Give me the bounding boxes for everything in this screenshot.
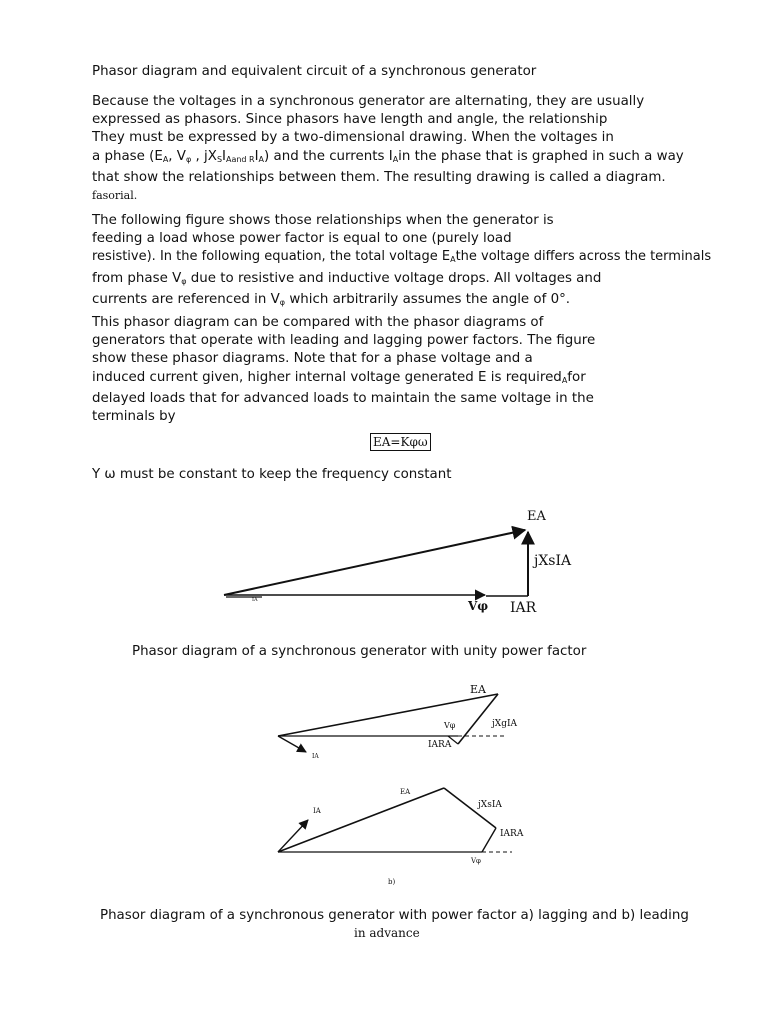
figure2-caption-continuation: in advance xyxy=(354,926,420,940)
document-title: Phasor diagram and equivalent circuit of a synchronous generator xyxy=(92,64,537,79)
paragraph-line: generators that operate with leading and lagging power factors. The figure xyxy=(92,333,596,349)
paragraph-line-with-symbols: induced current given, higher internal voltage generated E is required$_A$for xyxy=(92,369,586,385)
paragraph-line: that show the relationships between them. The resulting drawing is called a diagram. xyxy=(92,169,666,185)
paragraph-line-with-symbols: resistive). In the following equation, the total voltage $E_Athe$ voltage differs across the terminals xyxy=(92,249,712,265)
paragraph-line: terminals by xyxy=(92,409,176,425)
fig2b-label-ea: EA xyxy=(400,788,411,796)
fig2a-label-vphi: Vφ xyxy=(444,721,456,730)
paragraph-line: expressed as phasors. Since phasors have length and angle, the relationship xyxy=(92,112,608,128)
ea-phasor xyxy=(278,788,444,852)
fig2b-label-iara: IARA xyxy=(500,829,524,839)
fig1-label-ea: EA xyxy=(527,509,546,524)
ia-phasor xyxy=(278,820,308,852)
paragraph-line: feeding a load whose power factor is equal to one (purely load xyxy=(92,231,512,247)
paragraph-line: delayed loads that for advanced loads to maintain the same voltage in the xyxy=(92,390,594,406)
fig2b-label-b: b) xyxy=(388,878,396,886)
formula-box: EA=Kφω xyxy=(370,433,431,451)
fig2b-label-vphi: Vφ xyxy=(471,857,481,865)
fig1-label-ia: IA xyxy=(252,597,258,603)
fig2b-label-jxsia: jXsIA xyxy=(478,800,502,810)
paragraph-line: This phasor diagram can be compared with the phasor diagrams of xyxy=(92,315,544,330)
fig2a-label-ia: IA xyxy=(312,753,319,760)
fig2a-label-iara: IARA xyxy=(428,740,452,750)
paragraph-line: fasorial. xyxy=(92,189,138,203)
paragraph-line: They must be expressed by a two-dimensional drawing. When the voltages in xyxy=(92,130,614,146)
iara-phasor xyxy=(482,828,496,852)
paragraph-line: The following figure shows those relationships when the generator is xyxy=(92,213,554,228)
fig1-label-vphi: Vφ xyxy=(468,599,489,613)
paragraph-line-with-symbols: currents are referenced in $V_\varphi$ which arbitrarily assumes the angle of 0°. xyxy=(92,291,571,307)
fig2a-label-jxgia: jXgIA xyxy=(492,719,518,729)
fig2b-label-ia: IA xyxy=(313,807,321,815)
fig2a-label-ea: EA xyxy=(470,683,486,696)
fig2b-phasors xyxy=(278,788,512,852)
paragraph-frequency-constant: Y ω must be constant to keep the frequency constant xyxy=(92,467,452,482)
figure1-caption: Phasor diagram of a synchronous generator with unity power factor xyxy=(132,644,587,659)
figure2-caption: Phasor diagram of a synchronous generator with power factor a) lagging and b) leading xyxy=(100,908,689,923)
paragraph-line: show these phasor diagrams. Note that for a phase voltage and a xyxy=(92,351,533,367)
paragraph-line-with-symbols: from phase $V_\varphi$ due to resistive and inductive voltage drops. All voltages and xyxy=(92,270,602,286)
fig1-label-jxsia: jXsIA xyxy=(534,553,572,569)
fig1-label-iar: IAR xyxy=(510,600,537,616)
paragraph-line-with-symbols: a phase ($E_A$, $V_\varphi$ , $jX_SI_{Aand R}I_A$) and the currents $I_Ain$ the phase that is graphed in such a way xyxy=(92,148,684,164)
paragraph-line: Because the voltages in a synchronous generator are alternating, they are usually xyxy=(92,94,645,109)
